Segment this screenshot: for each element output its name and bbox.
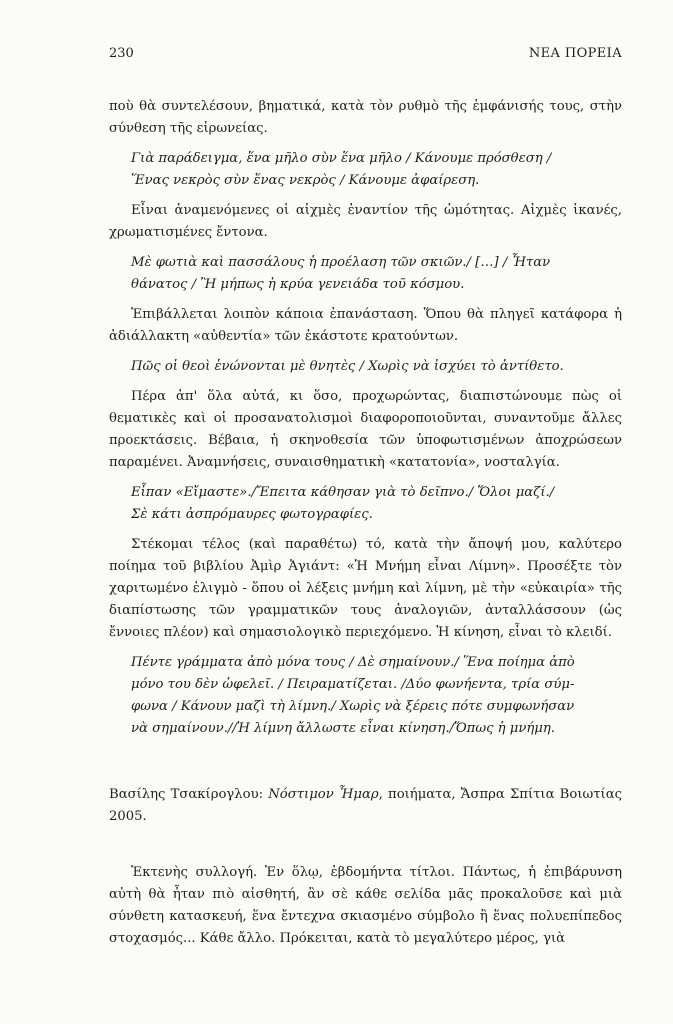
page-body bbox=[109, 96, 622, 958]
quote-line: Εἶπαν «Εἴμαστε»./Ἔπειτα κάθησαν γιὰ τὸ δεῖπνο./ Ὅλοι μαζί./ bbox=[131, 485, 555, 500]
quote-line: Πέντε γράμματα ἀπὸ μόνα τους / Δὲ σημαίνουν./ Ἕνα ποίημα ἀπὸ bbox=[131, 655, 575, 670]
page-header bbox=[109, 46, 622, 66]
poem-quote-3 bbox=[131, 356, 622, 378]
reference-title: Νόστιμον Ἦμαρ bbox=[268, 787, 379, 802]
quote-line: φωνα / Κάνουν μαζὶ τὴ λίμνη./ Χωρὶς νὰ ξέρεις πότε συμφωνήσαν bbox=[131, 699, 575, 714]
page-number: 230 bbox=[109, 46, 134, 61]
section-spacer bbox=[109, 748, 622, 784]
poem-quote-5 bbox=[131, 652, 622, 740]
book-reference bbox=[109, 784, 622, 828]
running-title: ΝΕΑ ΠΟΡΕΙΑ bbox=[528, 46, 622, 61]
quote-line: θάνατος / Ἢ μήπως ἡ κρύα γενειάδα τοῦ κόσμου. bbox=[131, 277, 465, 292]
paragraph-6: Ἐκτενὴς συλλογή. Ἐν ὅλῳ, ἑβδομήντα τίτλοι. Πάντως, ἡ ἐπιβάρυνση αὐτὴ θὰ ἦταν πιὸ αἰσθητή, ἂν σὲ κάθε σελίδα μᾶς προκαλοῦσε καὶ μιὰ σύνθετη κατασκευή, ἕνα ἔντεχνα σκιασμένο σύμβολο ἢ ἕνας πολυεπίπεδος στοχασμός... Κάθε ἄλλο. Πρόκειται, κατὰ τὸ μεγαλύτερο μέρος, γιὰ bbox=[109, 865, 622, 946]
quote-line: Σὲ κάτι ἀσπρόμαυρες φωτογραφίες. bbox=[131, 507, 373, 522]
quote-line: νὰ σημαίνουν.//Ἡ λίμνη ἄλλωστε εἶναι κίνηση./Ὅπως ἡ μνήμη. bbox=[131, 721, 555, 736]
quote-line: Γιὰ παράδειγμα, ἕνα μῆλο σὺν ἕνα μῆλο / Κάνουμε πρόσθεση / bbox=[131, 151, 552, 166]
paragraph-5: Στέκομαι τέλος (καὶ παραθέτω) τό, κατὰ τὴν ἄποψή μου, καλύτερο ποίημα τοῦ βιβλίου Ἀμὶρ Ἀγιάντ: «Ἡ Μνήμη εἶναι Λίμνη». Προσέξτε τὸν χαριτωμένο ἑλιγμὸ - ὅπου οἱ λέξεις μνήμη καὶ λίμνη, μὲ τὴν «εὐκαιρία» τῆς διαπίστωσης τῶν γραμματικῶν τους ἀναλογιῶν, ἀνταλλάσσουν (ὡς ἔννοιες πλέον) καὶ σημασιολογικὸ περιεχόμενο. Ἡ κίνηση, εἶναι τὸ κλειδί. bbox=[109, 537, 622, 640]
paragraph-3: Ἐπιβάλλεται λοιπὸν κάποια ἐπανάσταση. Ὅπου θὰ πληγεῖ κατάφορα ἡ ἀδιάλλακτη «αὐθεντία» τῶν ἑκάστοτε κρατούντων. bbox=[109, 307, 622, 344]
quote-line: Πῶς οἱ θεοὶ ἑνώνονται μὲ θνητὲς / Χωρὶς νὰ ἰσχύει τὸ ἀντίθετο. bbox=[131, 359, 564, 374]
reference-author: Βασίλης Τσακίρογλου: bbox=[109, 787, 264, 802]
poem-quote-2 bbox=[131, 252, 622, 296]
quote-line: μόνο του δὲν ὠφελεῖ. / Πειραματίζεται. /Δύο φωνήεντα, τρία σύμ- bbox=[131, 677, 575, 692]
poem-quote-1 bbox=[131, 148, 622, 192]
paragraph-2: Εἶναι ἀναμενόμενες οἱ αἰχμὲς ἐναντίον τῆς ὠμότητας. Αἰχμὲς ἱκανές, χρωματισμένες ἔντονα. bbox=[109, 203, 622, 240]
poem-quote-4 bbox=[131, 482, 622, 526]
paragraph-4: Πέρα ἀπ' ὅλα αὐτά, κι ὅσο, προχωρώντας, διαπιστώνουμε πὼς οἱ θεματικὲς καὶ οἱ προσανατολισμοὶ διαφοροποιοῦνται, συναντοῦμε ἄλλες προεκτάσεις. Βέβαια, ἡ σκηνοθεσία τῶν ὑποφωτισμένων ἀποχρώσεων παραμένει. Ἀναμνήσεις, συναισθηματικὴ «κατατονία», νοσταλγία. bbox=[109, 389, 622, 470]
quote-line: Μὲ φωτιὰ καὶ πασσάλους ἡ προέλαση τῶν σκιῶν./ […] / Ἦταν bbox=[131, 255, 551, 270]
reference-details: , ποιήματα, Ἄσπρα Σπίτια Βοιωτίας 2005. bbox=[109, 787, 622, 824]
quote-line: Ἕνας νεκρὸς σὺν ἕνας νεκρὸς / Κάνουμε ἀφαίρεση. bbox=[131, 173, 480, 188]
paragraph-1: ποὺ θὰ συντελέσουν, βηματικά, κατὰ τὸν ρυθμὸ τῆς ἐμφάνισής τους, στὴν σύνθεση τῆς εἰρωνείας. bbox=[109, 99, 622, 136]
